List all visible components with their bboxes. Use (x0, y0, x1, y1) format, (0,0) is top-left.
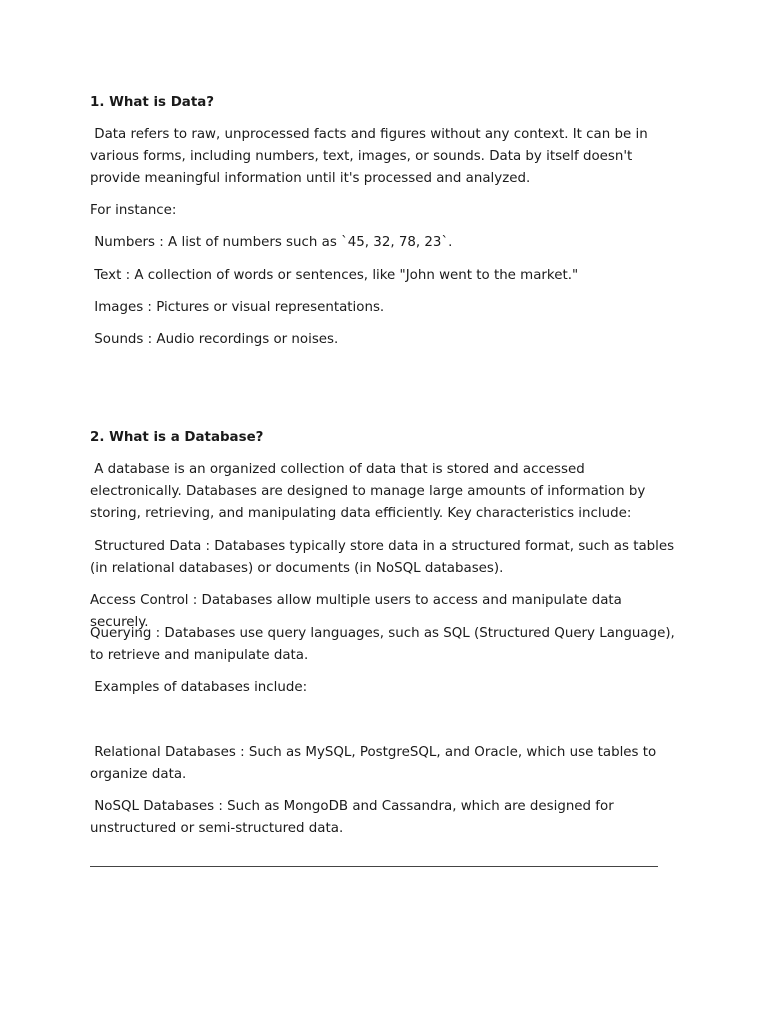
section-2-heading: 2. What is a Database? (90, 430, 264, 445)
example-nosql-databases: NoSQL Databases : Such as MongoDB and Cassandra, which are designed for unstructured or semi-structured data. (90, 799, 618, 836)
example-relational-databases: Relational Databases : Such as MySQL, PostgreSQL, and Oracle, which use tables to organize data. (90, 745, 661, 782)
section-1-intro: Data refers to raw, unprocessed facts and figures without any context. It can be in various forms, including numbers, text, images, or sounds. Data by itself doesn't provide meaningful information until it's processed and analyzed. (90, 127, 652, 186)
data-example-sounds: Sounds : Audio recordings or noises. (90, 332, 339, 347)
section-1-heading: 1. What is Data? (90, 95, 215, 110)
characteristic-structured-data: Structured Data : Databases typically store data in a structured format, such as tables (in relational databases) or documents (in NoSQL databases). (90, 539, 679, 576)
data-example-numbers: Numbers : A list of numbers such as `45, 32, 78, 23`. (90, 235, 453, 250)
data-example-text: Text : A collection of words or sentences, like "John went to the market." (90, 268, 579, 283)
characteristic-access-control: Access Control : Databases allow multiple users to access and manipulate data securely. (90, 593, 627, 630)
characteristic-querying: Querying : Databases use query languages, such as SQL (Structured Query Language), to retrieve and manipulate data. (90, 626, 680, 663)
for-instance-label: For instance: (90, 203, 177, 218)
section-2-intro: A database is an organized collection of data that is stored and accessed electronically. Databases are designed to manage large amounts of information by storing, retrieving, and manipulating data efficiently. Key characteristics include: (90, 462, 650, 521)
examples-intro: Examples of databases include: (90, 680, 308, 695)
horizontal-rule (90, 866, 658, 867)
data-example-images: Images : Pictures or visual representations. (90, 300, 385, 315)
